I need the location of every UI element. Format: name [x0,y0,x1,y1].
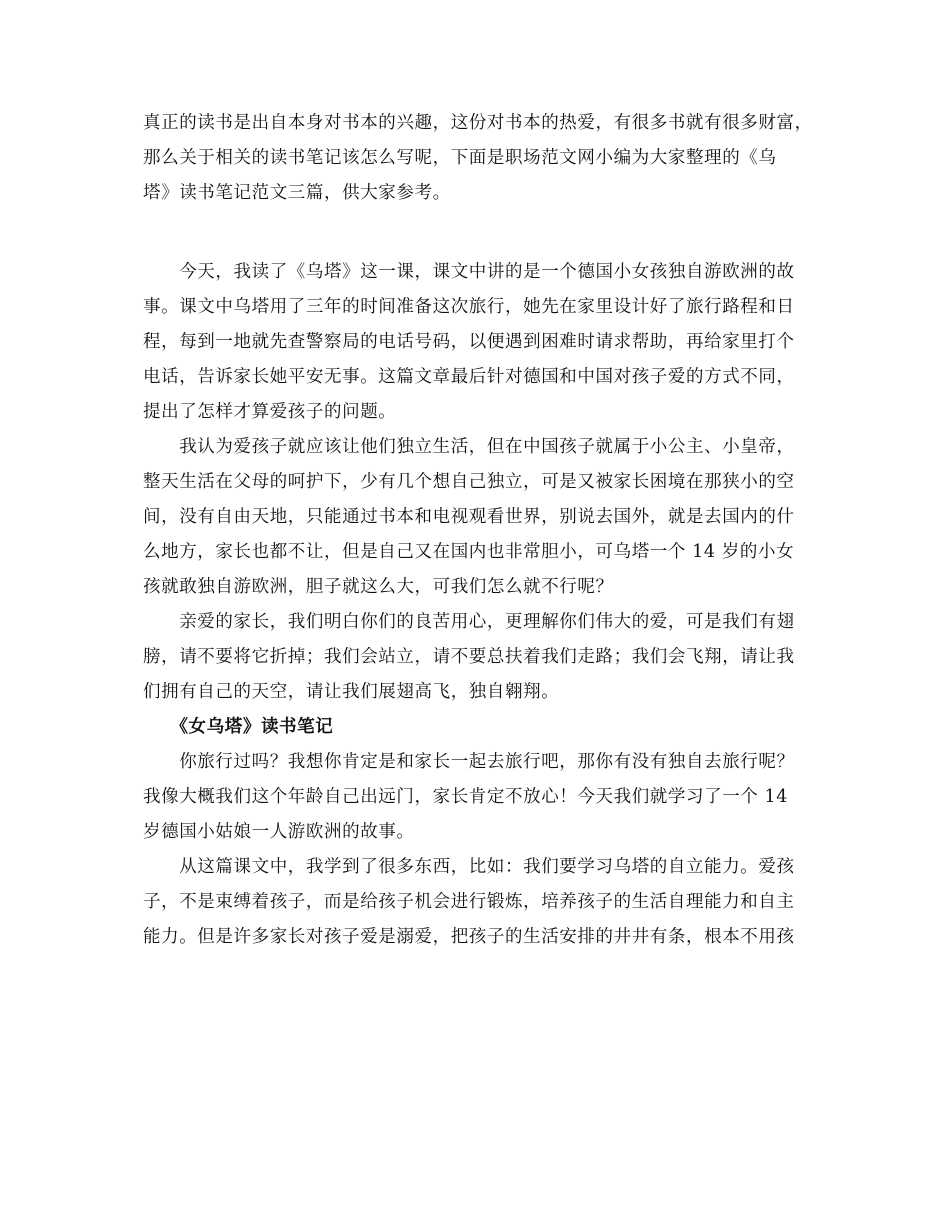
text-line: 孩就敢独自游欧洲，胆子就这么大，可我们怎么就不行呢？ [143,577,614,597]
text-line: 间，没有自由天地，只能通过书本和电视观看世界，别说去国外，就是去国内的什 [143,507,795,527]
text-line: 亲爱的家长，我们明白你们的良苦用心，更理解你们伟大的爱，可是我们有翅 [143,612,795,632]
text-line: 从这篇课文中，我学到了很多东西，比如：我们要学习乌塔的自立能力。爱孩 [143,857,795,877]
text-line: 么地方，家长也都不让，但是自己又在国内也非常胆小，可乌塔一个 14 岁的小女 [143,542,795,562]
text-line: 那么关于相关的读书笔记该怎么写呢，下面是职场范文网小编为大家整理的《乌 [143,148,777,168]
section-heading [143,710,823,745]
section-title: 《女乌塔》读书笔记 [143,717,334,737]
text-line: 我像大概我们这个年龄自己出远门，家长肯定不放心！今天我们就学习了一个 14 [143,787,789,807]
essay-two [143,745,823,955]
text-line: 程，每到一地就先查警察局的电话号码，以便遇到困难时请求帮助，再给家里打个 [143,332,795,352]
text-line: 塔》读书笔记范文三篇，供大家参考。 [143,183,451,203]
text-line: 能力。但是许多家长对孩子爱是溺爱，把孩子的生活安排的井井有条，根本不用孩 [143,927,795,947]
text-line: 你旅行过吗？我想你肯定是和家长一起去旅行吧，那你有没有独自去旅行呢？ [143,752,795,772]
text-line: 整天生活在父母的呵护下，少有几个想自己独立，可是又被家长困境在那狭小的空 [143,472,795,492]
text-line: 我认为爱孩子就应该让他们独立生活，但在中国孩子就属于小公主、小皇帝， [143,437,795,457]
text-line: 岁德国小姑娘一人游欧洲的故事。 [143,822,415,842]
text-line: 事。课文中乌塔用了三年的时间准备这次旅行，她先在家里设计好了旅行路程和日 [143,297,795,317]
text-line: 提出了怎样才算爱孩子的问题。 [143,402,397,422]
text-line: 电话，告诉家长她平安无事。这篇文章最后针对德国和中国对孩子爱的方式不同， [143,367,795,387]
text-line: 们拥有自己的天空，请让我们展翅高飞，独自翱翔。 [143,682,560,702]
text-line: 子，不是束缚着孩子，而是给孩子机会进行锻炼，培养孩子的生活自理能力和自主 [143,892,795,912]
intro-paragraph [143,106,823,211]
text-line: 膀，请不要将它折掉；我们会站立，请不要总扶着我们走路；我们会飞翔，请让我 [143,647,795,667]
text-line: 今天，我读了《乌塔》这一课，课文中讲的是一个德国小女孩独自游欧洲的故 [143,262,795,282]
essay-one [143,255,823,710]
text-line: 真正的读书是出自本身对书本的兴趣，这份对书本的热爱，有很多书就有很多财富， [143,113,813,133]
